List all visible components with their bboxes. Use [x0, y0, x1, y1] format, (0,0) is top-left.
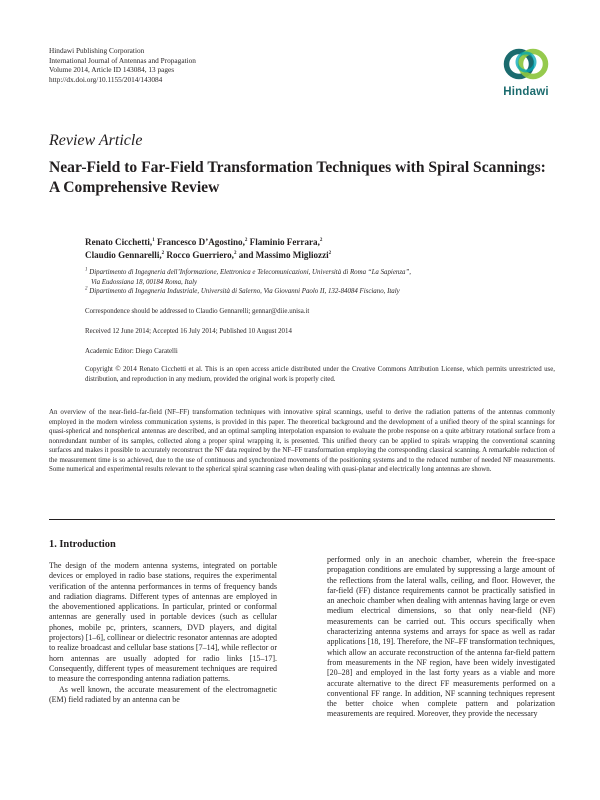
- left-column: [49, 561, 277, 705]
- correspondence: Correspondence should be addressed to Claudio Gennarelli; gennar@diie.unisa.it: [85, 308, 310, 315]
- volume-line: Volume 2014, Article ID 143084, 13 pages: [49, 65, 175, 75]
- abstract: An overview of the near-field–far-field (NF–FF) transformation techniques with innovative spiral scannings, useful to derive the radiation patterns of the antennas commonly employed in the modern wireless communication systems, is provided in this paper. The theoretical background and the development of a unified theory of the spiral scannings for quasi-spherical and nonspherical antennas are described, and an optimal sampling interpolation expansion to evaluate the probe response on a quite arbitrary rotational surface from a nonredundant number of its samples, collected along a proper spiral wrapping it, is presented. This unified theory can be applied to spirals wrapping the conventional scanning surfaces and makes it possible to accurately reconstruct the NF data required by the NF–FF transformation employing the corresponding classical scanning. A remarkable reduction of the measurement time is so achieved, due to the use of continuous and synchronized movements of the positioning systems and to the reduced number of needed NF measurements. Some numerical and experimental results relevant to the spherical spiral scanning case when dealing with quasi-planar and electrically long antennas are shown.: [49, 409, 555, 473]
- journal-name: International Journal of Antennas and Propagation: [49, 55, 196, 65]
- section-heading: 1. Introduction: [49, 539, 116, 550]
- publisher-line: Hindawi Publishing Corporation: [49, 46, 145, 55]
- author: Claudio Gennarelli,$^2$: [85, 249, 165, 260]
- copyright-notice: Copyright © 2014 Renato Cicchetti et al. This is an open access article distributed under the Creative Commons Attribution License, which permits unrestricted use, distribution, and reproduction in any medium, provided the original work is properly cited.: [85, 366, 555, 383]
- logo-text: Hindawi: [503, 86, 549, 98]
- affiliation: $^1$ Dipartimento di Ingegneria dell’Informazione, Elettronica e Telecomunicazioni, Università di Roma “La Sapienza”,: [85, 267, 412, 276]
- author-list: [85, 236, 555, 261]
- affiliations: [85, 268, 555, 297]
- section-divider: [49, 519, 555, 520]
- author: and Massimo Migliozzi$^2$: [238, 249, 332, 260]
- academic-editor: Academic Editor: Diego Caratelli: [85, 348, 178, 355]
- right-column: [327, 555, 555, 720]
- hindawi-logo: [497, 40, 555, 104]
- hindawi-rings-icon: [497, 40, 555, 86]
- affiliation-cont: Via Eudossiana 18, 00184 Roma, Italy: [91, 278, 198, 286]
- article-title: Near-Field to Far-Field Transformation Techniques with Spiral Scannings: A Comprehensive Review: [49, 159, 546, 196]
- publication-dates: Received 12 June 2014; Accepted 16 July 2014; Published 10 August 2014: [85, 328, 292, 335]
- paragraph: performed only in an anechoic chamber, wherein the free-space propagation conditions are emulated by suppressing a large amount of the reflections from the lateral walls, ceiling, and floor. However, the far-field (FF) distance requirements cannot be practically satisfied in an anechoic chamber when dealing with antennas having large or even medium electrical dimensions, so that only near-field (NF) measurements can be carried out. This occurs specifically when characterizing antenna systems and arrays for space as well as radar applications [18, 19]. Therefore, the NF–FF transformation techniques, which allow an accurate reconstruction of the antenna far-field pattern from measurements in the NF region, have been widely investigated [20–28] and employed in the last forty years as a viable and more accurate alternative to the direct FF measurements performed on a conventional FF range. In addition, NF scanning techniques represent the better choice when complete pattern and polarization measurements are required. Moreover, they provide the necessary: [327, 555, 555, 719]
- article-type: Review Article: [49, 132, 143, 149]
- affiliation: $^2$ Dipartimento di Ingegneria Industriale, Università di Salerno, Via Giovanni Paolo II, 132-84084 Fisciano, Italy: [85, 286, 400, 296]
- author: Rocco Guerriero,$^2$: [166, 249, 237, 260]
- author: Flaminio Ferrara,$^2$: [249, 237, 323, 247]
- doi-link[interactable]: http://dx.doi.org/10.1155/2014/143084: [49, 74, 163, 84]
- paragraph: The design of the modern antenna systems, integrated on portable devices or employed in radio base stations, requires the experimental verification of the antenna performances in terms of frequency bands and radiation diagrams. Different types of antennas are employed in the abovementioned applications. In particular, printed or conformal antennas are generally used in portable devices (such as cellular phones, mobile pc, printers, scanners, DVD players, and digital projectors) [1–6], collinear or dielectric resonator antennas are adopted to realize broadcast and cellular base stations [7–14], while reflector or horn antennas are usually adopted for radio links [15–17]. Consequently, different types of measurement techniques are required to measure the corresponding antenna radiation patterns.: [49, 561, 277, 684]
- paragraph: As well known, the accurate measurement of the electromagnetic (EM) field radiated by an antenna can be: [49, 684, 277, 704]
- author: Francesco D’Agostino,$^2$: [156, 237, 248, 247]
- author: Renato Cicchetti,$^1$: [85, 237, 155, 247]
- journal-header: [49, 46, 196, 84]
